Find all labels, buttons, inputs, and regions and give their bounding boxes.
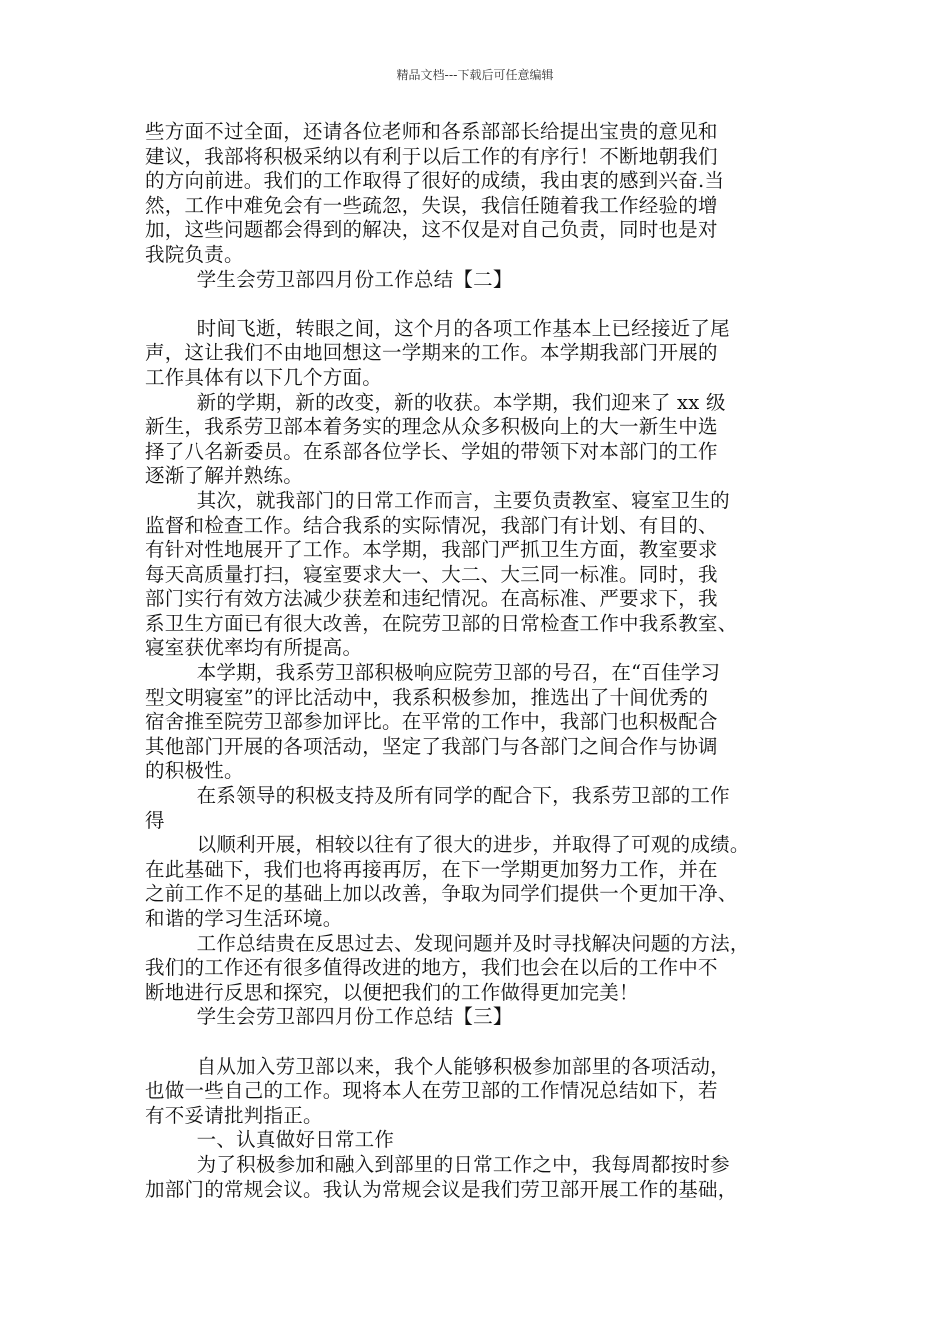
text-line: 为了积极参加和融入到部里的日常工作之中，我每周都按时参 [145, 1152, 730, 1176]
text-line: 和谐的学习生活环境。 [145, 907, 343, 930]
text-line: 有不妥请批判指正。 [145, 1103, 323, 1127]
text-line [145, 292, 810, 317]
text-line: 逐渐了解并熟练。 [145, 464, 304, 488]
text-line: 建议，我部将积极采纳以有利于以后工作的有序行！不断地朝我们 [145, 144, 718, 168]
text-line: 得 [145, 808, 165, 832]
text-line: 加，这些问题都会得到的解决，这不仅是对自己负责，同时也是对 [145, 218, 718, 242]
text-line: 本学期，我系劳卫部积极响应院劳卫部的号召，在“百佳学习 [145, 661, 721, 685]
text-line: 有针对性地展开了工作。本学期，我部门严抓卫生方面，教室要求 [145, 538, 718, 562]
text-line: 加部门的常规会议。我认为常规会议是我们劳卫部开展工作的基础， [145, 1177, 738, 1201]
text-line: 其次，就我部门的日常工作而言，主要负责教室、寝室卫生的 [145, 488, 730, 512]
text-line: 在此基础下，我们也将再接再厉，在下一学期更加努力工作，并在 [145, 857, 718, 881]
text-line: 时间飞逝，转眼之间，这个月的各项工作基本上已经接近了尾 [145, 316, 730, 340]
text-line: 一、认真做好日常工作 [145, 1128, 395, 1152]
text-line: 的方向前进。我们的工作取得了很好的成绩，我由衷的感到兴奋.当 [145, 169, 725, 193]
text-line: 我院负责。 [145, 242, 244, 266]
text-line: 监督和检查工作。结合我系的实际情况，我部门有计划、有目的、 [145, 513, 718, 537]
text-line: 工作总结贵在反思过去、发现问题并及时寻找解决问题的方法， [145, 931, 750, 955]
text-line: 之前工作不足的基础上加以改善，争取为同学们提供一个更加干净、 [145, 882, 738, 906]
text-line: 系卫生方面已有很大改善，在院劳卫部的日常检查工作中我系教室、 [145, 611, 738, 635]
text-line: 自从加入劳卫部以来，我个人能够积极参加部里的各项活动， [145, 1054, 730, 1078]
text-line: 工作具体有以下几个方面。 [145, 365, 383, 389]
text-line: 在系领导的积极支持及所有同学的配合下，我系劳卫部的工作 [145, 784, 730, 808]
text-line [145, 1030, 810, 1055]
text-line: 断地进行反思和探究，以便把我们的工作做得更加完美！ [145, 980, 639, 1004]
text-line: 部门实行有效方法减少获差和违纪情况。在高标准、严要求下，我 [145, 587, 718, 611]
text-line: 新的学期，新的改变，新的收获。本学期，我们迎来了 xx 级 [145, 390, 726, 414]
text-line: 其他部门开展的各项活动，坚定了我部门与各部门之间合作与协调 [145, 734, 718, 758]
text-line: 些方面不过全面，还请各位老师和各系部部长给提出宝贵的意见和 [145, 120, 718, 143]
text-line: 然，工作中难免会有一些疏忽，失误，我信任随着我工作经验的增 [145, 193, 718, 217]
text-line: 我们的工作还有很多值得改进的地方，我们也会在以后的工作中不 [145, 956, 718, 980]
text-line: 学生会劳卫部四月份工作总结【二】 [145, 267, 513, 291]
text-line: 声，这让我们不由地回想这一学期来的工作。本学期我部门开展的 [145, 341, 718, 365]
page-header: 精品文档---下载后可任意编辑 [396, 68, 554, 82]
text-line: 型文明寝室”的评比活动中，我系积极参加，推选出了十间优秀的 [145, 685, 709, 709]
text-line: 的积极性。 [145, 759, 244, 783]
text-line: 学生会劳卫部四月份工作总结【三】 [145, 1005, 513, 1029]
text-line: 寝室获优率均有所提高。 [145, 636, 363, 660]
text-line: 新生，我系劳卫部本着务实的理念从众多积极向上的大一新生中选 [145, 415, 718, 439]
text-line: 也做一些自己的工作。现将本人在劳卫部的工作情况总结如下，若 [145, 1079, 718, 1103]
document-body [145, 120, 810, 1202]
text-line: 择了八名新委员。在系部各位学长、学姐的带领下对本部门的工作 [145, 439, 718, 463]
text-line: 以顺利开展，相较以往有了很大的进步，并取得了可观的成绩。 [145, 833, 750, 857]
text-line: 宿舍推至院劳卫部参加评比。在平常的工作中，我部门也积极配合 [145, 710, 718, 734]
text-line: 每天高质量打扫，寝室要求大一、大二、大三同一标准。同时，我 [145, 562, 718, 586]
